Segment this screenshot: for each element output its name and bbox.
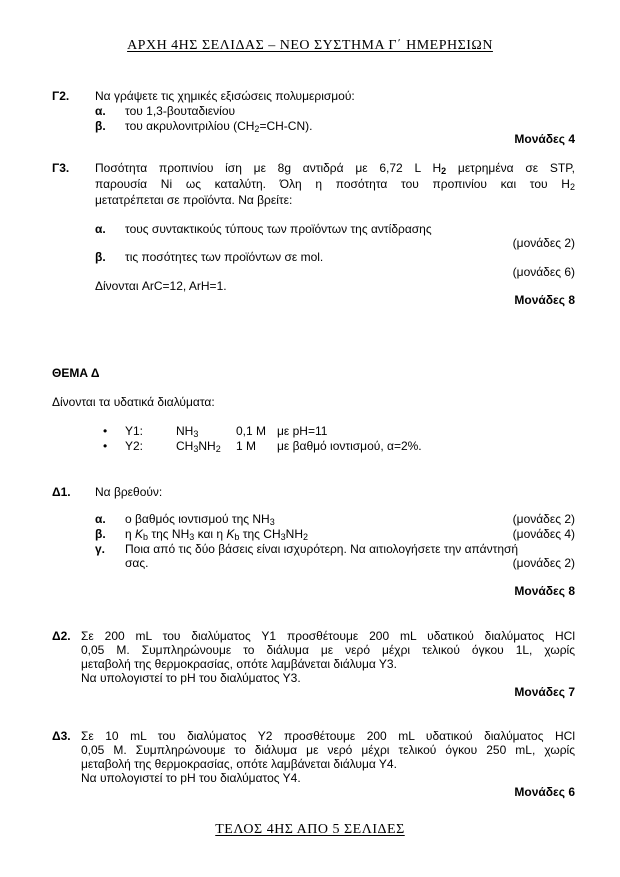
g3-line2: παρουσία Ni ως καταλύτη. Όλη η ποσότητα του προπινίου και του $H_2$ <box>95 177 575 192</box>
d1-label: Δ1. <box>52 485 71 499</box>
thema-title: ΘΕΜΑ Δ <box>52 366 100 380</box>
g3-b-text: τις ποσότητες των προϊόντων σε mol. <box>125 250 324 264</box>
d1-c-line1: Ποια από τις δύο βάσεις είναι ισχυρότερη. Να αιτιολογήσετε την απάντησή <box>125 542 519 556</box>
d2-points: Μονάδες 7 <box>514 685 575 699</box>
g2-intro: Να γράψετε τις χημικές εξισώσεις πολυμερισμού: <box>95 89 355 103</box>
bullet-y1: • <box>103 424 108 438</box>
g2-a-label: α. <box>95 104 106 118</box>
g3-a-label: α. <box>95 222 106 236</box>
d1-points: Μονάδες 8 <box>514 584 575 598</box>
d1-b-points: (μονάδες 4) <box>512 527 575 541</box>
d3-label: Δ3. <box>52 729 71 743</box>
d1-a-text: ο βαθμός ιοντισμού της $NH_3$ <box>125 512 275 527</box>
d1-b-text: η $K_b$ της $NH_3$ και η $K_b$ της $CH_3NH_2$ <box>125 527 309 542</box>
g3-line1: Ποσότητα προπινίου ίση με 8g αντιδρά με 6,72 L $H_2$ μετρημένα σε STP, <box>95 161 576 176</box>
g3-label: Γ3. <box>52 161 70 175</box>
d1-c-points: (μονάδες 2) <box>512 556 575 570</box>
page-header: ΑΡΧΗ 4ΗΣ ΣΕΛΙΔΑΣ – ΝΕΟ ΣΥΣΤΗΜΑ Γ΄ ΗΜΕΡΗΣΙΩΝ <box>127 38 493 53</box>
d2-line4: Να υπολογιστεί το pH του διαλύματος Υ3. <box>81 671 301 685</box>
g3-line3: μετατρέπεται σε προϊόντα. Να βρείτε: <box>95 193 293 207</box>
d1-a-label: α. <box>95 512 106 526</box>
y1-concentration: 0,1 M <box>236 424 267 438</box>
d2-label: Δ2. <box>52 629 71 643</box>
d1-c-line2: σας. <box>125 556 149 570</box>
d3-line2: 0,05 M. Συμπληρώνουμε το διάλυμα με νερό μέχρι τελικού όγκου 250 mL, χωρίς <box>81 743 575 757</box>
bullet-y2: • <box>103 439 108 453</box>
d1-intro: Να βρεθούν: <box>95 485 163 499</box>
page-footer: ΤΕΛΟΣ 4ΗΣ ΑΠΟ 5 ΣΕΛΙΔΕΣ <box>215 822 405 837</box>
d3-line4: Να υπολογιστεί το pH του διαλύματος Υ4. <box>81 771 301 785</box>
y2-description: με βαθμό ιοντισμού, α=2%. <box>277 439 422 453</box>
g3-given: Δίνονται ArC=12, ArH=1. <box>95 279 227 293</box>
g2-a-text: του 1,3-βουταδιενίου <box>125 104 236 118</box>
d2-line2: 0,05 M. Συμπληρώνουμε το διάλυμα με νερό μέχρι τελικού όγκου 1L, χωρίς <box>81 643 575 657</box>
y2-formula: $CH_3NH_2$ <box>176 439 221 454</box>
y1-description: με pH=11 <box>277 424 328 438</box>
g3-a-points: (μονάδες 2) <box>512 236 575 250</box>
g2-label: Γ2. <box>52 89 70 103</box>
d3-points: Μονάδες 6 <box>514 785 575 799</box>
g3-a-text: τους συντακτικούς τύπους των προϊόντων της αντίδρασης <box>125 222 432 236</box>
y1-formula: $NH_3$ <box>176 424 199 439</box>
d1-a-points: (μονάδες 2) <box>512 512 575 526</box>
y2-concentration: 1 M <box>236 439 257 453</box>
g2-b-text: του ακρυλονιτριλίου $(CH_2=CH-CN)$. <box>125 119 313 134</box>
d3-line3: μεταβολή της θερμοκρασίας, οπότε λαμβάνεται διάλυμα Υ4. <box>81 757 397 771</box>
thema-intro: Δίνονται τα υδατικά διαλύματα: <box>52 395 215 409</box>
d2-line3: μεταβολή της θερμοκρασίας, οπότε λαμβάνεται διάλυμα Υ3. <box>81 657 397 671</box>
g3-b-label: β. <box>95 250 106 264</box>
d2-line1: Σε 200 mL του διαλύματος Υ1 προσθέτουμε 200 mL υδατικού διαλύματος HCl <box>81 629 575 643</box>
d1-c-label: γ. <box>95 542 106 556</box>
g3-points: Μονάδες 8 <box>514 293 575 307</box>
d1-b-label: β. <box>95 527 106 541</box>
g3-b-points: (μονάδες 6) <box>512 265 575 279</box>
g2-points: Μονάδες 4 <box>514 132 575 146</box>
y1-label: Υ1: <box>125 424 144 438</box>
d3-line1: Σε 10 mL του διαλύματος Υ2 προσθέτουμε 200 mL υδατικού διαλύματος HCl <box>81 729 575 743</box>
y2-label: Υ2: <box>125 439 144 453</box>
g2-b-label: β. <box>95 119 106 133</box>
